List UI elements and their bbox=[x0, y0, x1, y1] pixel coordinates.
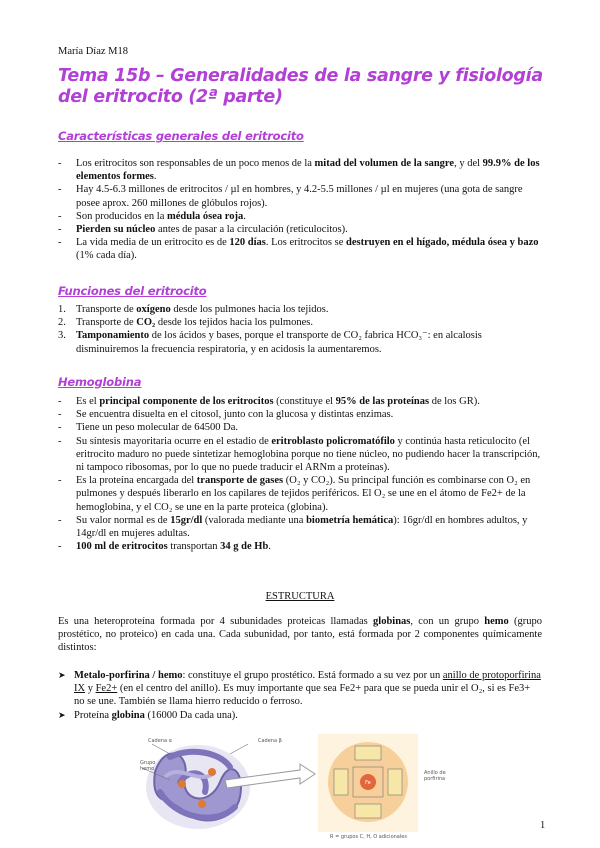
text-run: Transporte de bbox=[76, 304, 137, 315]
bold-run: Metalo-porfirina / hemo bbox=[74, 670, 183, 681]
list-item bbox=[58, 210, 542, 223]
text-run: (1% cada día). bbox=[76, 250, 137, 262]
text-run: de los ácidos y bases, porque el transporte de CO₂ fabrica HCO₃⁻: en alcalosis disminuiremos la frecuencia respiratoria, y en acidosis la aumentaremos. bbox=[76, 330, 482, 355]
svg-text:Fe: Fe bbox=[365, 780, 371, 786]
list-item bbox=[58, 223, 542, 236]
list-marker: - bbox=[58, 514, 62, 526]
list-marker: - bbox=[58, 422, 62, 434]
list-marker: - bbox=[58, 409, 62, 421]
bold-run: 99.9% de los elementos formes bbox=[76, 158, 540, 183]
text-run: Son producidos en la bbox=[76, 210, 167, 222]
text-run: Es la proteína encargada del bbox=[76, 475, 197, 487]
text-run: ): 16gr/dl en hombres adultos, y 14gr/dl en mujeres adultas. bbox=[76, 514, 528, 540]
section-heading-hemoglobin: Hemoglobina bbox=[58, 375, 142, 389]
structure-list bbox=[58, 669, 542, 722]
list-item bbox=[58, 183, 542, 209]
characteristics-list bbox=[58, 157, 542, 263]
text-run: antes de pasar a la circulación (reticulocitos). bbox=[155, 224, 348, 236]
text-run: (16000 Da cada una). bbox=[144, 709, 238, 721]
bold-run: CO₂ bbox=[136, 317, 156, 329]
bold-run: 95% de las proteínas bbox=[335, 396, 430, 407]
text-run: Es una heteroproteína formada por 4 subunidades proteicas llamadas bbox=[58, 616, 374, 627]
list-item bbox=[58, 421, 542, 434]
text-run: , con un grupo bbox=[410, 616, 485, 627]
text-run: Su valor normal es de bbox=[76, 514, 171, 526]
figure-caption: R = grupos C, H, O adicionales bbox=[330, 834, 407, 840]
bold-run: hemo bbox=[484, 616, 509, 627]
list-item bbox=[58, 408, 542, 421]
section-heading-functions: Funciones del eritrocito bbox=[58, 284, 207, 298]
list-item bbox=[58, 474, 542, 514]
bold-run: oxígeno bbox=[136, 304, 171, 315]
list-item bbox=[58, 329, 542, 355]
bold-run: globinas bbox=[373, 616, 411, 627]
text-run: Su síntesis mayoritaria ocurre en el estadio de bbox=[76, 435, 272, 447]
hemoglobin-list bbox=[58, 395, 542, 553]
figure-label-chain-alpha: Cadena α bbox=[148, 738, 172, 744]
list-marker: - bbox=[58, 475, 62, 487]
bold-run: 120 días bbox=[229, 237, 266, 249]
bold-run: 100 ml de eritrocitos bbox=[76, 541, 168, 553]
text-run: Hay 4.5-6.3 millones de eritrocitos / µl en hombres, y 4.2-5.5 millones / µl en mujeres (una gota de sangre posee aprox. 260 millones de glóbulos rojos). bbox=[76, 184, 523, 209]
text-run: y bbox=[85, 683, 96, 695]
arrow-bullet-icon: ➤ bbox=[58, 709, 66, 720]
text-run: Transporte de bbox=[76, 317, 137, 329]
text-run: . bbox=[268, 541, 271, 553]
text-run: Se encuentra disuelta en el citosol, junto con la glucosa y distintas enzimas. bbox=[76, 409, 394, 421]
hemoglobin-figure bbox=[130, 732, 450, 842]
list-item bbox=[58, 540, 542, 553]
list-item bbox=[58, 669, 542, 709]
bold-run: globina bbox=[111, 709, 145, 721]
bold-run: principal componente de los eritrocitos bbox=[99, 396, 274, 407]
text-run: Los eritrocitos son responsables de un poco menos de la bbox=[76, 158, 315, 169]
text-run: (O₂ y CO₂). Su principal función es combinarse con O₂ en pulmones y después liberarlo en los capilares de tejidos periféricos. El O₂ se une en el átomo de Fe2+ de la hemoglobina, y el CO₂ se une en la parte proteica (globina). bbox=[76, 475, 531, 513]
list-item bbox=[58, 395, 542, 408]
text-run: Tiene un peso molecular de 64500 Da. bbox=[76, 422, 239, 434]
text-run: Proteína bbox=[74, 709, 112, 721]
bold-run: Pierden su núcleo bbox=[76, 224, 156, 236]
list-marker: - bbox=[58, 158, 62, 169]
structure-intro bbox=[58, 615, 542, 655]
bold-run: 34 g de Hb bbox=[220, 541, 269, 553]
text-run: . bbox=[243, 210, 246, 222]
text-run: de los GR). bbox=[429, 396, 480, 407]
list-item bbox=[58, 709, 542, 722]
author-header: María Díaz M18 bbox=[58, 46, 128, 57]
text-run: Es el bbox=[76, 396, 100, 407]
text-run: (en el centro del anillo). Es muy importante que sea Fe2+ para que se pueda unir el O₂, si es Fe3+ no se une. También se llama hierro reducido o ferroso. bbox=[74, 683, 531, 708]
bold-run: 15gr/dl bbox=[170, 514, 203, 526]
figure-label-chain-beta: Cadena β bbox=[258, 738, 282, 744]
list-item bbox=[58, 316, 542, 329]
text-run: : constituye el grupo prostético. Está formado a su vez por un bbox=[182, 670, 443, 681]
list-marker: - bbox=[58, 435, 62, 447]
text-run: . bbox=[153, 171, 157, 183]
list-marker: - bbox=[58, 541, 62, 553]
bold-run: destruyen en el hígado, médula ósea y bazo bbox=[346, 237, 539, 249]
page-number: 1 bbox=[540, 820, 546, 831]
arrow-bullet-icon: ➤ bbox=[58, 670, 66, 680]
bold-run: transporte de gases bbox=[196, 475, 284, 487]
bold-run: mitad del volumen de la sangre bbox=[314, 158, 455, 169]
text-run: La vida media de un eritrocito es de bbox=[76, 237, 230, 249]
list-marker: - bbox=[58, 396, 62, 407]
list-item bbox=[58, 303, 542, 316]
bold-run: eritroblasto policromatófilo bbox=[271, 435, 395, 447]
bold-run: biometría hemática bbox=[306, 514, 394, 526]
list-item bbox=[58, 236, 542, 262]
bold-run: médula ósea roja bbox=[167, 210, 244, 222]
list-item bbox=[58, 435, 542, 475]
text-run: . Los eritrocitos se bbox=[265, 237, 347, 249]
functions-list bbox=[58, 303, 542, 356]
list-marker: 2. bbox=[58, 317, 66, 329]
text-run: (grupo prostético, no proteico) en cada una. Cada subunidad, por tanto, está formada por 2 componentes químicamente distintos: bbox=[58, 616, 542, 654]
text-run: , y del bbox=[454, 158, 483, 169]
bold-run: Tamponamiento bbox=[76, 330, 150, 342]
heme-group-illustration bbox=[318, 734, 418, 832]
list-marker: 1. bbox=[58, 304, 66, 315]
figure-label-porphyrin-ring: Anillo de porfirina bbox=[424, 770, 446, 782]
structure-heading: ESTRUCTURA bbox=[265, 591, 335, 602]
underlined-run: Fe2+ bbox=[95, 683, 118, 695]
text-run: desde los tejidos hacia los pulmones. bbox=[155, 317, 313, 329]
text-run: (valorada mediante una bbox=[202, 514, 307, 526]
page-title: Tema 15b – Generalidades de la sangre y fisiología del eritrocito (2ª parte) bbox=[58, 66, 543, 107]
list-marker: - bbox=[58, 237, 62, 249]
list-marker: - bbox=[58, 184, 62, 196]
text-run: desde los pulmones hacia los tejidos. bbox=[170, 304, 329, 315]
list-item bbox=[58, 514, 542, 540]
list-marker: 3. bbox=[58, 330, 66, 342]
underlined-run: anillo de protoporfirina IX bbox=[74, 670, 541, 695]
text-run: y continúa hasta reticulocito (el eritrocito maduro no puede sintetizar hemoglobina porque no tiene núcleo, no pudiendo hacer la transcripción, ni tampoco ribosomas, por lo que no puede traducir el ARNm a proteínas). bbox=[76, 435, 541, 474]
list-marker: - bbox=[58, 224, 62, 236]
section-heading-characteristics: Características generales del eritrocito bbox=[58, 129, 304, 143]
text-run: (constituye el bbox=[273, 396, 336, 407]
list-marker: - bbox=[58, 210, 62, 222]
list-item bbox=[58, 157, 542, 183]
figure-label-heme-group: Grupo hemo bbox=[140, 760, 156, 772]
text-run: transportan bbox=[167, 541, 221, 553]
